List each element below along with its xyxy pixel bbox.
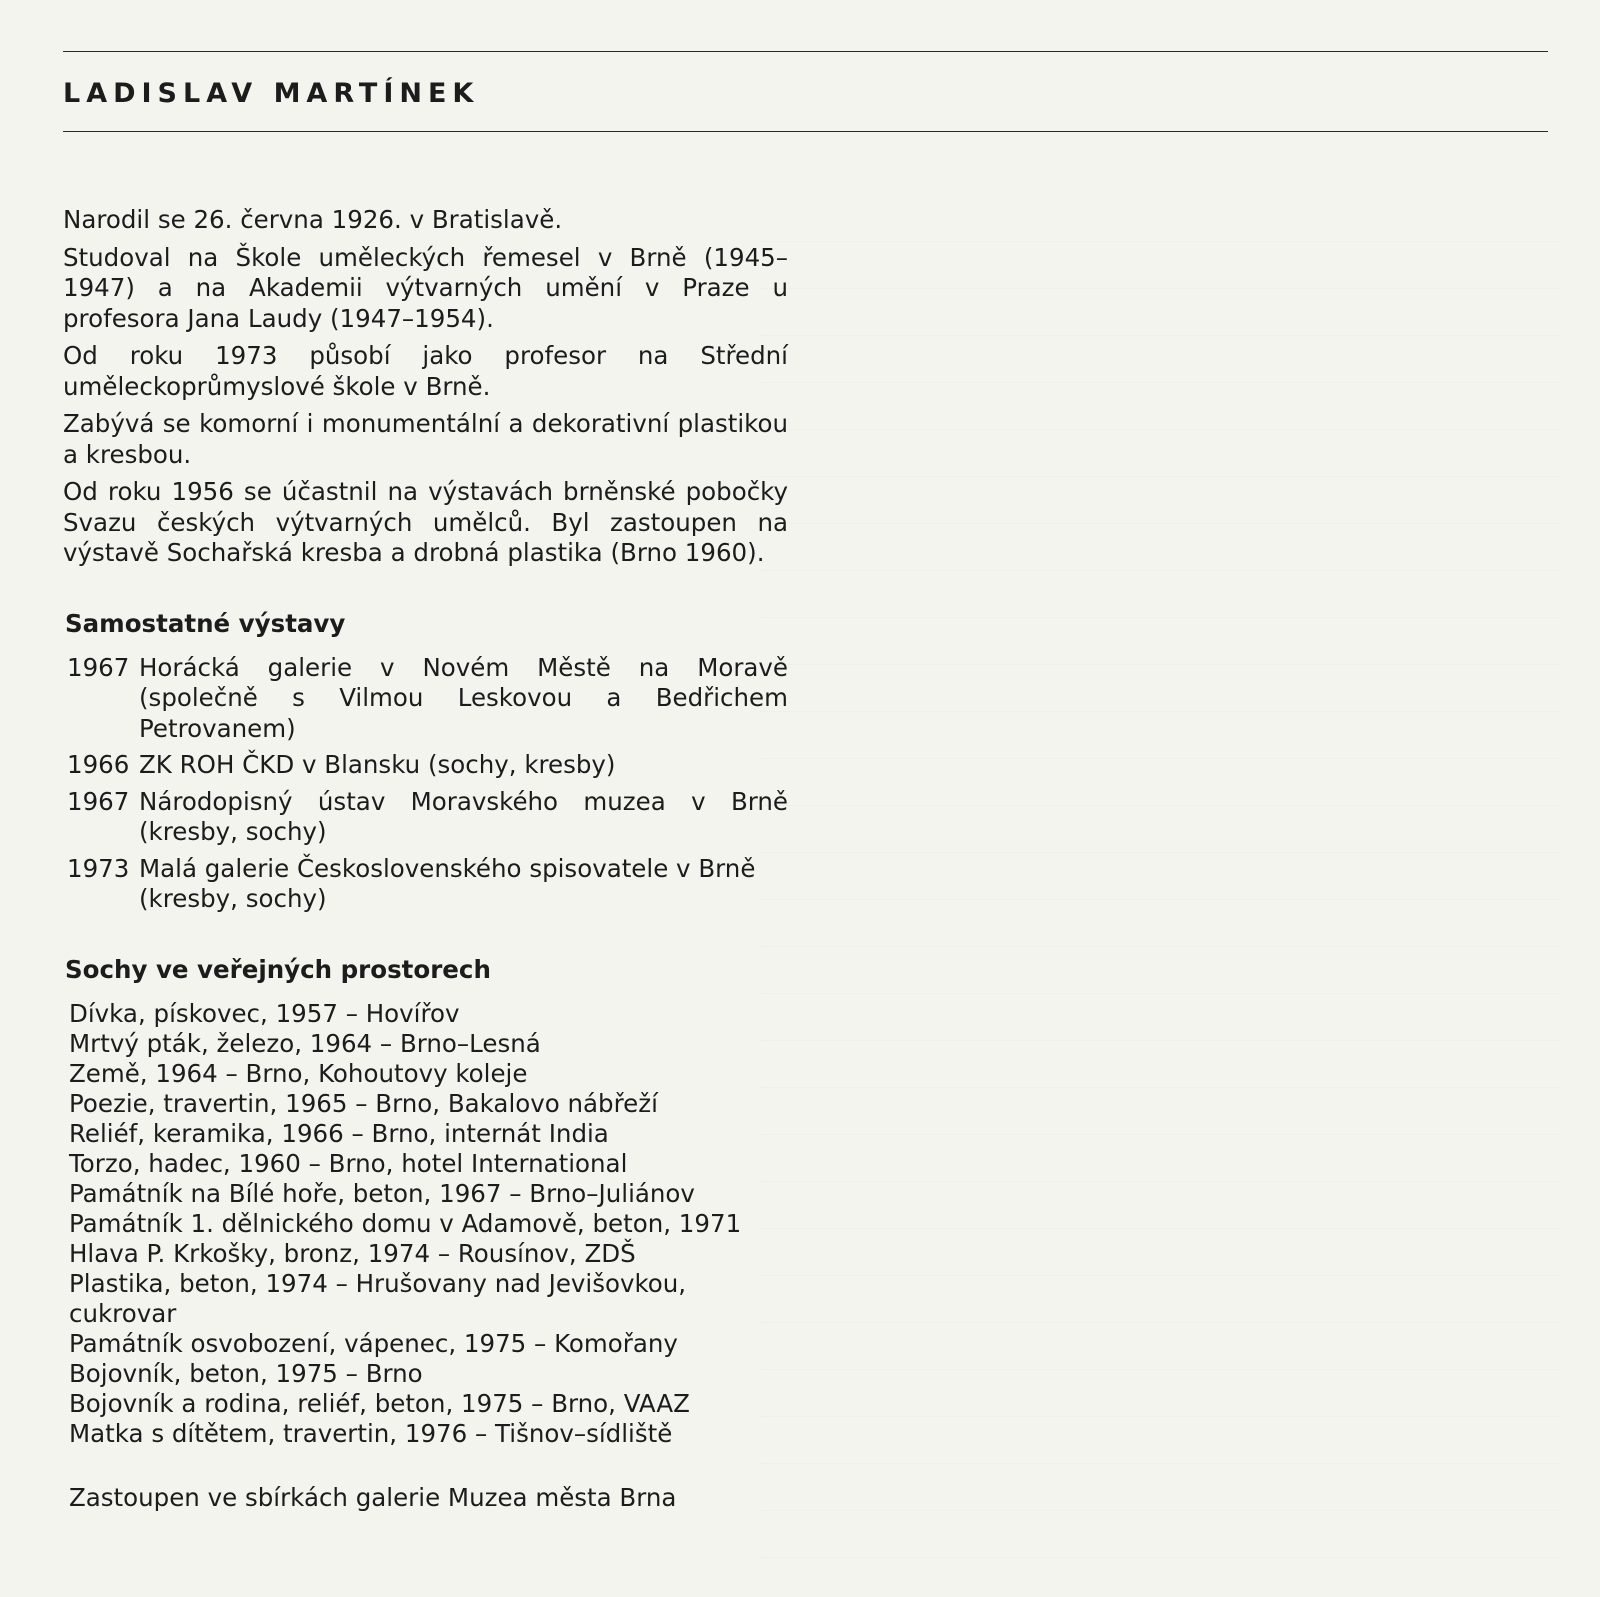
list-item: Poezie, travertin, 1965 – Brno, Bakalovo nábřeží	[69, 1088, 658, 1118]
list-item: Památník osvobození, vápenec, 1975 – Komořany	[69, 1328, 678, 1358]
list-item: Památník na Bílé hoře, beton, 1967 – Brno–Juliánov	[69, 1178, 695, 1208]
exhibition-text: Horácká galerie v Novém Městě na Moravě (společně s Vilmou Leskovou a Bedřichem Petrovanem)	[139, 652, 788, 743]
exhibition-year: 1967	[67, 652, 130, 682]
bio-paragraph: Od roku 1956 se účastnil na výstavách brněnské pobočky Svazu českých výtvarných umělců. Byl zastoupen na výstavě Sochařská kresba a drobná plastika (Brno 1960).	[63, 477, 788, 567]
main-column	[63, 205, 788, 1513]
list-item: Bojovník, beton, 1975 – Brno	[69, 1358, 423, 1388]
list-item: Památník 1. dělnického domu v Adamově, beton, 1971	[69, 1208, 742, 1238]
collections-note: Zastoupen ve sbírkách galerie Muzea města Brna	[69, 1482, 677, 1512]
reverse-page-show-through	[760, 195, 1560, 1558]
exhibition-item	[67, 787, 788, 848]
list-item: Hlava P. Krkošky, bronz, 1974 – Rousínov, ZDŠ	[69, 1238, 636, 1268]
exhibition-text: Malá galerie Československého spisovatele v Brně (kresby, sochy)	[139, 853, 756, 913]
exhibition-year: 1973	[67, 853, 130, 883]
exhibition-item	[67, 854, 788, 915]
bio-paragraph: Narodil se 26. června 1926. v Bratislavě.	[63, 205, 563, 234]
list-item: Dívka, pískovec, 1957 – Hovířov	[69, 998, 460, 1028]
bio-paragraph: Studoval na Škole uměleckých řemesel v Brně (1945–1947) a na Akademii výtvarných umění v Praze u profesora Jana Laudy (1947–1954).	[63, 242, 788, 333]
public-works-list	[69, 999, 788, 1449]
list-item: Torzo, hadec, 1960 – Brno, hotel International	[69, 1148, 628, 1178]
exhibition-year: 1967	[67, 786, 130, 816]
list-item: Reliéf, keramika, 1966 – Brno, internát India	[69, 1118, 609, 1148]
exhibition-item	[67, 653, 788, 745]
bio-paragraph: Zabývá se komorní i monumentální a dekorativní plastikou a kresbou.	[63, 409, 788, 469]
title-rule	[63, 131, 1548, 132]
exhibition-item	[67, 750, 788, 781]
exhibition-text: ZK ROH ČKD v Blansku (sochy, kresby)	[139, 750, 616, 779]
page-title: LADISLAV MARTÍNEK	[63, 78, 480, 109]
public-works-heading: Sochy ve veřejných prostorech	[65, 954, 491, 984]
top-rule	[63, 51, 1548, 52]
solo-exhibitions-heading: Samostatné výstavy	[65, 608, 346, 638]
list-item: Bojovník a rodina, reliéf, beton, 1975 – Brno, VAAZ	[69, 1388, 690, 1418]
list-item: Matka s dítětem, travertin, 1976 – Tišnov–sídliště	[69, 1418, 673, 1448]
bio-paragraph: Od roku 1973 působí jako profesor na Střední uměleckoprůmyslové škole v Brně.	[63, 341, 788, 401]
list-item: Mrtvý pták, železo, 1964 – Brno–Lesná	[69, 1028, 541, 1058]
list-item: Země, 1964 – Brno, Kohoutovy koleje	[69, 1058, 528, 1088]
exhibition-text: Národopisný ústav Moravského muzea v Brně (kresby, sochy)	[139, 786, 788, 846]
list-item: Plastika, beton, 1974 – Hrušovany nad Jevišovkou, cukrovar	[69, 1268, 687, 1328]
exhibition-year: 1966	[67, 750, 130, 779]
